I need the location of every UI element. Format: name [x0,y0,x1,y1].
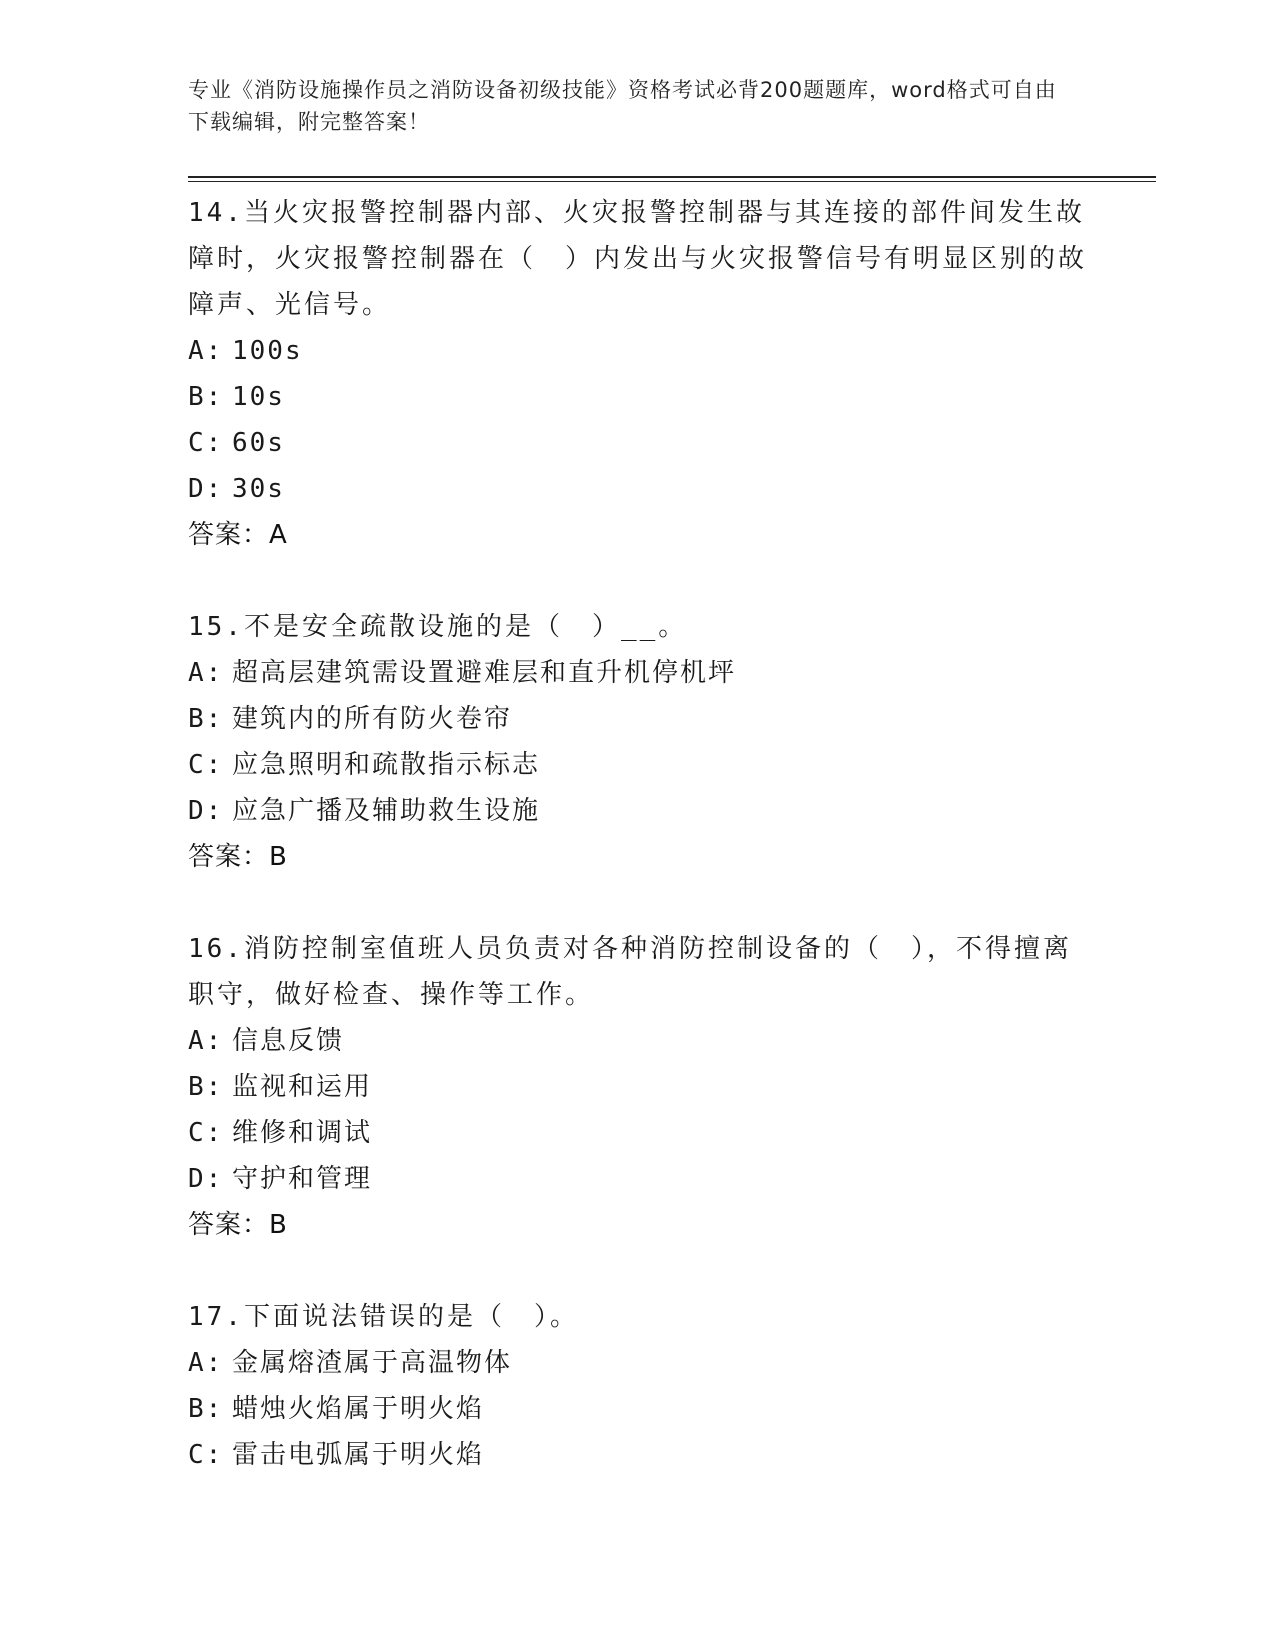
question-14 [188,190,1088,558]
option-text: 应急照明和疏散指示标志 [232,750,541,780]
option-key: B: [188,1072,224,1102]
option-a [188,650,1088,696]
header-title: 专业《消防设施操作员之消防设备初级技能》资格考试必背200题题库，word格式可自由下载编辑，附完整答案！ [188,78,1057,134]
option-key: C: [188,750,224,780]
option-text: 建筑内的所有防火卷帘 [232,704,513,734]
answer-line: 答案：B [188,1210,288,1240]
question-stem: 15.不是安全疏散设施的是（ ）__。 [188,612,688,642]
option-b [188,696,1088,742]
question-15 [188,604,1088,880]
option-d [188,788,1088,834]
question-17 [188,1294,1088,1478]
option-key: D: [188,796,224,826]
option-text: 10s [232,382,285,412]
option-d [188,1156,1088,1202]
option-key: C: [188,428,224,458]
answer-line: 答案：B [188,842,288,872]
option-key: A: [188,336,224,366]
option-c [188,1110,1088,1156]
option-text: 超高层建筑需设置避难层和直升机停机坪 [232,658,737,688]
option-text: 30s [232,474,285,504]
option-text: 监视和运用 [232,1072,373,1102]
option-text: 维修和调试 [232,1118,373,1148]
option-key: B: [188,1394,224,1424]
option-b [188,1064,1088,1110]
option-text: 守护和管理 [232,1164,373,1194]
option-text: 雷击电弧属于明火焰 [232,1440,485,1470]
header-divider [188,176,1156,178]
option-key: C: [188,1440,224,1470]
option-text: 100s [232,336,303,366]
option-a [188,1340,1088,1386]
question-16 [188,926,1088,1248]
question-stem: 17.下面说法错误的是（ ）。 [188,1302,579,1332]
header-divider-thin [188,181,1156,182]
option-key: D: [188,1164,224,1194]
question-stem: 16.消防控制室值班人员负责对各种消防控制设备的（ ），不得擅离职守，做好检查、操作等工作。 [188,934,1072,1010]
answer-line: 答案：A [188,520,288,550]
option-key: A: [188,1348,224,1378]
option-a [188,1018,1088,1064]
option-key: A: [188,1026,224,1056]
question-list [188,190,1088,1524]
option-text: 金属熔渣属于高温物体 [232,1348,513,1378]
option-key: B: [188,382,224,412]
option-text: 应急广播及辅助救生设施 [232,796,541,826]
option-c [188,742,1088,788]
option-b [188,1386,1088,1432]
option-text: 信息反馈 [232,1026,345,1056]
option-text: 60s [232,428,285,458]
option-a [188,328,1088,374]
option-c [188,420,1088,466]
option-d [188,466,1088,512]
option-key: C: [188,1118,224,1148]
option-c [188,1432,1088,1478]
option-key: A: [188,658,224,688]
option-text: 蜡烛火焰属于明火焰 [232,1394,485,1424]
document-header [188,74,1068,138]
question-stem: 14.当火灾报警控制器内部、火灾报警控制器与其连接的部件间发生故障时，火灾报警控制器在（ ）内发出与火灾报警信号有明显区别的故障声、光信号。 [188,198,1088,320]
option-key: B: [188,704,224,734]
option-key: D: [188,474,224,504]
option-b [188,374,1088,420]
